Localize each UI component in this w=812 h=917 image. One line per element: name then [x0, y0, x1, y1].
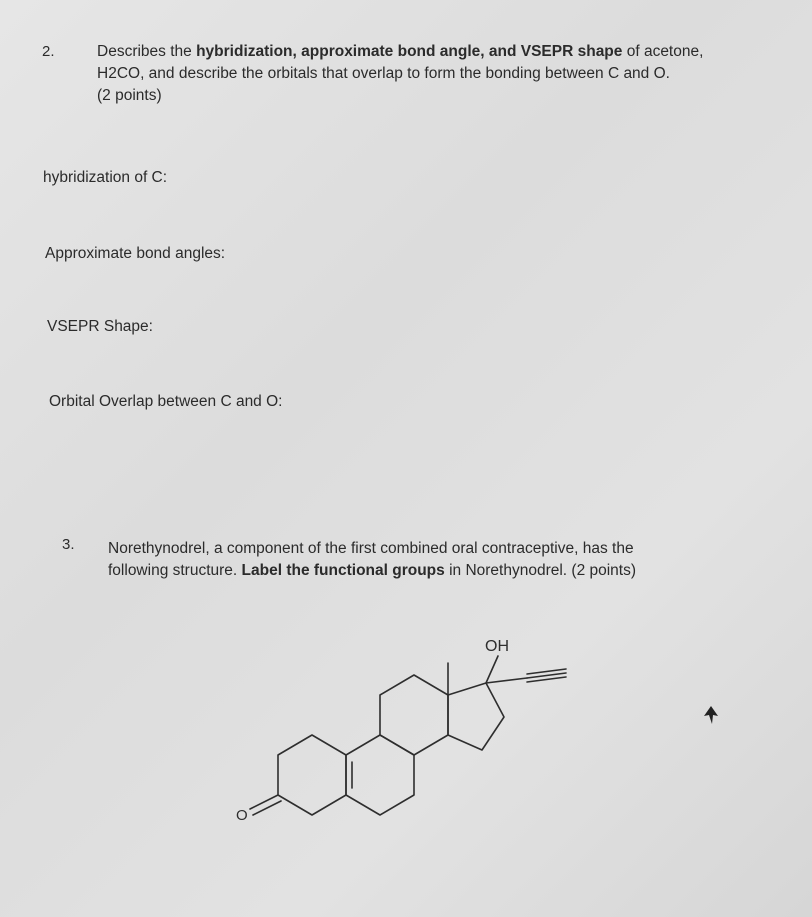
mouse-pointer-icon: [702, 704, 722, 726]
question-3-line-2: following structure. Label the functional groups in Norethynodrel. (2 points): [108, 562, 637, 579]
ring-c: [380, 675, 448, 755]
ring-b: [346, 735, 414, 815]
question-3-number: 3.: [62, 536, 75, 553]
bond-angles-label: Approximate bond angles:: [45, 245, 226, 262]
ring-d: [448, 683, 504, 750]
question-2-line-1: Describes the hybridization, approximate bond angle, and VSEPR shape of acetone,: [97, 43, 704, 60]
question-3-line-1: Norethynodrel, a component of the first combined oral contraceptive, has the: [108, 540, 634, 557]
carbonyl-bond-2: [253, 801, 281, 815]
hydroxyl-bond: [486, 656, 498, 683]
ring-a: [278, 735, 346, 815]
question-2-line-3: (2 points): [97, 87, 162, 104]
ethynyl-single-bond: [486, 678, 527, 683]
question-2-text: [97, 41, 777, 107]
question-3-text: [108, 538, 748, 582]
question-2-line-2: H2CO, and describe the orbitals that overlap to form the bonding between C and O.: [97, 65, 670, 82]
vsepr-shape-label: VSEPR Shape:: [47, 318, 153, 335]
ketone-o-label: O: [236, 807, 248, 824]
question-2-number: 2.: [42, 43, 55, 60]
oh-label: OH: [485, 638, 509, 655]
carbonyl-bond-1: [250, 795, 278, 809]
orbital-overlap-label: Orbital Overlap between C and O:: [49, 393, 283, 410]
hybridization-label: hybridization of C:: [43, 169, 168, 186]
norethynodrel-structure: [220, 620, 600, 830]
